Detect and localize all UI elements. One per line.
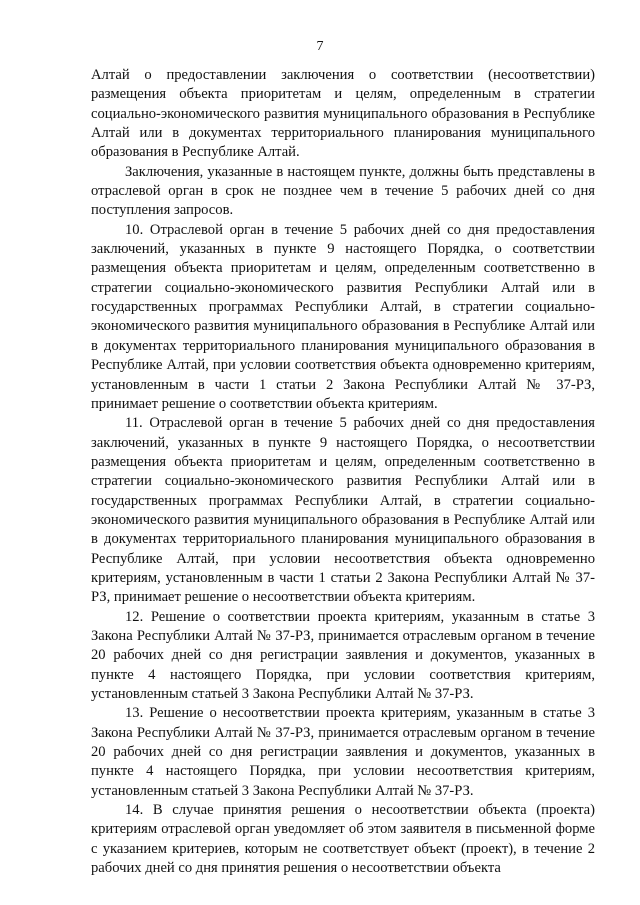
paragraph-item-10: 10. Отраслевой орган в течение 5 рабочих дней со дня предоставления заключений, указанных в пункте 9 настоящего Порядка, о соответствии размещения объекта приоритетам и целям, определенным соответственно в стратегии социально-экономического развития Республики Алтай или в государственных программах Республики Алтай, в стратегии социально-экономического развития муниципального образования в Республике Алтай или в документах территориального планирования муниципального образования в Республике Алтай, при условии соответствия объекта одновременно критериям, установленным в части 1 статьи 2 Закона Республики Алтай № 37-РЗ, принимает решение о соответствии объекта критериям. bbox=[91, 221, 595, 412]
page-number: 7 bbox=[316, 39, 324, 54]
paragraph-continuation: Алтай о предоставлении заключения о соответствии (несоответствии) размещения объекта приоритетам и целям, определенным в стратегии социально-экономического развития муниципального образования в Республике Алтай или в документах территориального планирования муниципального образования в Республике Алтай. bbox=[91, 67, 595, 161]
paragraph-item-14: 14. В случае принятия решения о несоответствии объекта (проекта) критериям отраслевой орган уведомляет об этом заявителя в письменной форме с указанием критериев, которым не соответствует объект (проект), в течение 2 рабочих дней со дня принятия решения о несоответствии объекта bbox=[91, 802, 595, 877]
paragraph-item-11: 11. Отраслевой орган в течение 5 рабочих дней со дня предоставления заключений, указанных в пункте 9 настоящего Порядка, о несоответствии размещения объекта приоритетам и целям, определенным соответственно в стратегии социально-экономического развития Республики Алтай или в государственных программах Республики Алтай, в стратегии социально-экономического развития муниципального образования в Республике Алтай или в документах территориального планирования муниципального образования в Республике Алтай, при условии несоответствия объекта одновременно критериям, установленным в части 1 статьи 2 Закона Республики Алтай № 37-РЗ, принимает решение о несоответствии объекта критериям. bbox=[91, 415, 595, 606]
paragraph-conclusions-deadline: Заключения, указанные в настоящем пункте, должны быть представлены в отраслевой орган в срок не позднее чем в течение 5 рабочих дней со дня поступления запросов. bbox=[91, 163, 595, 219]
document-body bbox=[91, 66, 595, 878]
paragraph-item-12: 12. Решение о соответствии проекта критериям, указанным в статье 3 Закона Республики Алтай № 37-РЗ, принимается отраслевым органом в течение 20 рабочих дней со дня регистрации заявления и документов, указанных в пункте 4 настоящего Порядка, при условии соответствия критериям, установленным статьей 3 Закона Республики Алтай № 37-РЗ. bbox=[91, 608, 595, 702]
paragraph-item-13: 13. Решение о несоответствии проекта критериям, указанным в статье 3 Закона Республики Алтай № 37-РЗ, принимается отраслевым органом в течение 20 рабочих дней со дня регистрации заявления и документов, указанных в пункте 4 настоящего Порядка, при условии несоответствия критериям, установленным статьей 3 Закона Республики Алтай № 37-РЗ. bbox=[91, 705, 595, 799]
